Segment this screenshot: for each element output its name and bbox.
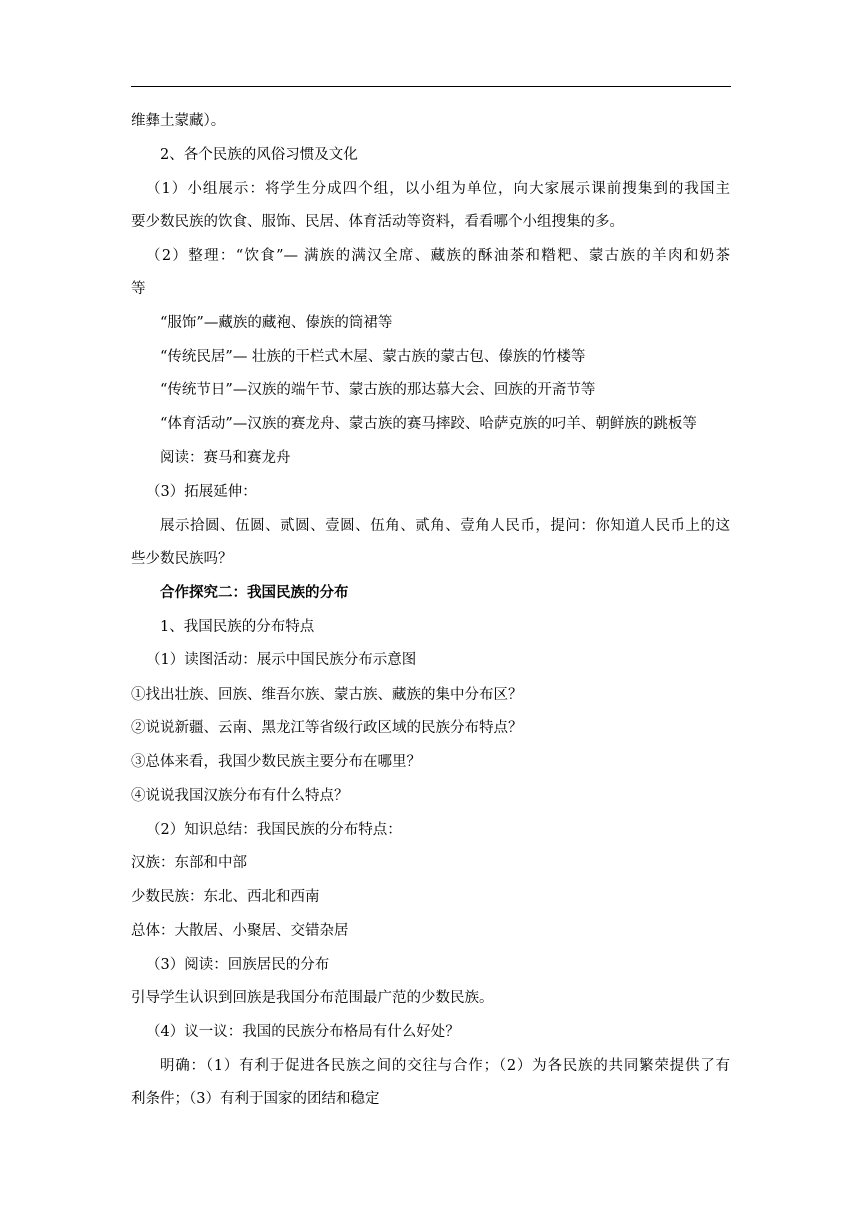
text-line: 总体：大散居、小聚居、交错杂居 [131,923,349,939]
header-rule [131,86,731,87]
text-line: ②说说新疆、云南、黑龙江等省级行政区域的民族分布特点？ [131,720,523,736]
text-line: 阅读：赛马和赛龙舟 [160,450,291,466]
text-line: “传统民居”— 壮族的干栏式木屋、蒙古族的蒙古包、傣族的竹楼等 [160,349,586,365]
text-line: 维彝土蒙藏）。 [131,113,226,129]
text-line: ④说说我国汉族分布有什么特点？ [131,788,349,804]
text-line: （4）议一议：我国的民族分布格局有什么好处？ [146,1024,460,1040]
text-line: 些少数民族吗？ [131,551,233,567]
text-line: “体育活动”—汉族的赛龙舟、蒙古族的赛马摔跤、哈萨克族的叼羊、朝鲜族的跳板等 [160,416,697,432]
text-line: 汉族：东部和中部 [131,855,247,871]
text-line: 引导学生认识到回族是我国分布范围最广范的少数民族。 [131,990,494,1006]
text-line: 少数民族：东北、西北和西南 [131,889,320,905]
text-line: （3）拓展延伸： [146,484,257,500]
text-line: ③总体来看，我国少数民族主要分布在哪里？ [131,754,421,770]
text-line: “传统节日”—汉族的端午节、蒙古族的那达慕大会、回族的开斋节等 [160,382,596,398]
text-line: 展示拾圆、伍圆、贰圆、壹圆、伍角、贰角、壹角人民币，提问：你知道人民币上的这 [160,518,730,534]
text-line: （1）读图活动：展示中国民族分布示意图 [146,652,417,668]
section-heading: 合作探究二：我国民族的分布 [160,584,349,601]
section-heading: 2、各个民族的风俗习惯及文化 [160,147,358,163]
text-line: 利条件；（3）有利于国家的团结和稳定 [131,1091,380,1107]
text-line: 要少数民族的饮食、服饰、民居、体育活动等资料，看看哪个小组搜集的多。 [131,214,624,230]
text-line: ①找出壮族、回族、维吾尔族、蒙古族、藏族的集中分布区？ [131,687,523,703]
text-line: “服饰”—藏族的藏袍、傣族的筒裙等 [160,315,393,331]
text-line: 明确：（1）有利于促进各民族之间的交往与合作；（2）为各民族的共同繁荣提供了有 [160,1058,730,1074]
text-line: （3）阅读：回族居民的分布 [146,957,330,973]
text-line: （2）整理：“饮食”— 满族的满汉全席、藏族的酥油茶和糌粑、蒙古族的羊肉和奶茶 [146,248,730,264]
text-line: 1、我国民族的分布特点 [160,619,315,635]
text-line: （1）小组展示：将学生分成四个组，以小组为单位，向大家展示课前搜集到的我国主 [146,181,730,197]
text-line: （2）知识总结：我国民族的分布特点： [146,822,402,838]
text-line: 等 [131,281,146,297]
